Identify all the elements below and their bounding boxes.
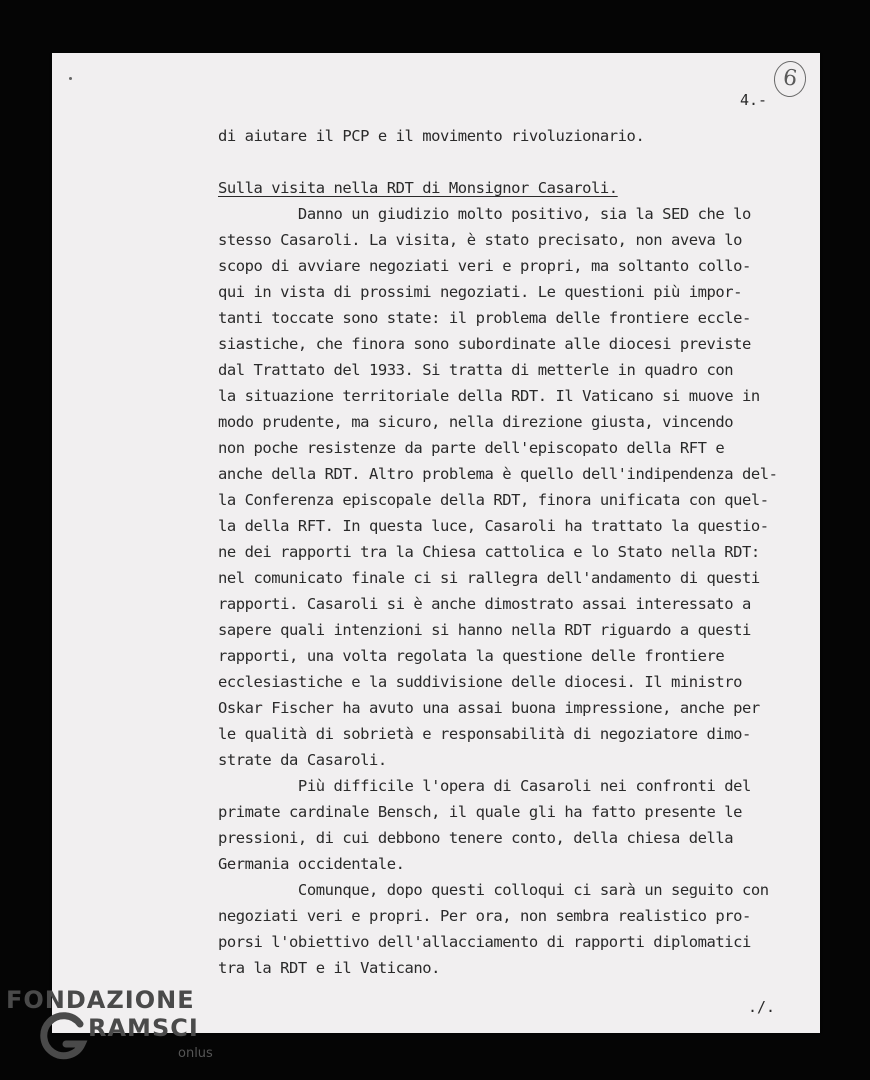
text-line: tanti toccate sono state: il problema delle frontiere eccle-: [218, 309, 751, 327]
text-line: la Conferenza episcopale della RDT, finora unificata con quel-: [218, 491, 769, 509]
page-number: 4.-: [740, 91, 768, 109]
text-line: [218, 981, 808, 1007]
watermark-line-3: onlus: [178, 1046, 213, 1061]
gramsci-g-icon: [36, 1010, 92, 1066]
text-line: pressioni, di cui debbono tenere conto, della chiesa della: [218, 829, 734, 847]
typed-text-body: [218, 123, 808, 1007]
text-line: dal Trattato del 1933. Si tratta di metterle in quadro con: [218, 361, 734, 379]
paper-speck: [69, 77, 72, 80]
text-line: nel comunicato finale ci si rallegra dell'andamento di questi: [218, 569, 760, 587]
text-line: Germania occidentale.: [218, 855, 405, 873]
section-heading: Sulla visita nella RDT di Monsignor Casaroli.: [218, 179, 618, 197]
text-line: sapere quali intenzioni si hanno nella RDT riguardo a questi: [218, 621, 751, 639]
document-page: [52, 53, 820, 1033]
text-line: stesso Casaroli. La visita, è stato precisato, non aveva lo: [218, 231, 743, 249]
text-line: siastiche, che finora sono subordinate alle diocesi previste: [218, 335, 751, 353]
text-line: rapporti. Casaroli si è anche dimostrato assai interessato a: [218, 595, 751, 613]
text-line: qui in vista di prossimi negoziati. Le questioni più impor-: [218, 283, 743, 301]
text-line: primate cardinale Bensch, il quale gli ha fatto presente le: [218, 803, 743, 821]
watermark-line-2: RAMSCI: [88, 1014, 199, 1042]
text-line: le qualità di sobrietà e responsabilità di negoziatore dimo-: [218, 725, 751, 743]
text-line: modo prudente, ma sicuro, nella direzione giusta, vincendo: [218, 413, 734, 431]
watermark-line-1: FONDAZIONE: [6, 986, 195, 1014]
text-line: anche della RDT. Altro problema è quello dell'indipendenza del-: [218, 465, 778, 483]
text-line: ecclesiastiche e la suddivisione delle diocesi. Il ministro: [218, 673, 743, 691]
text-line: la situazione territoriale della RDT. Il Vaticano si muove in: [218, 387, 760, 405]
text-line: tra la RDT e il Vaticano.: [218, 959, 441, 977]
text-line: ne dei rapporti tra la Chiesa cattolica e lo Stato nella RDT:: [218, 543, 760, 561]
text-line: negoziati veri e propri. Per ora, non sembra realistico pro-: [218, 907, 751, 925]
text-line: scopo di avviare negoziati veri e propri, ma soltanto collo-: [218, 257, 751, 275]
text-line: di aiutare il PCP e il movimento rivoluzionario.: [218, 127, 645, 145]
text-line: Oskar Fischer ha avuto una assai buona impressione, anche per: [218, 699, 760, 717]
text-line: strate da Casaroli.: [218, 751, 387, 769]
text-line: rapporti, una volta regolata la questione delle frontiere: [218, 647, 725, 665]
text-line: Comunque, dopo questi colloqui ci sarà un seguito con: [218, 881, 769, 899]
text-line: la della RFT. In questa luce, Casaroli ha trattato la questio-: [218, 517, 769, 535]
text-line: porsi l'obiettivo dell'allacciamento di rapporti diplomatici: [218, 933, 751, 951]
blank-line: [218, 149, 808, 175]
text-line: Danno un giudizio molto positivo, sia la SED che lo: [218, 205, 751, 223]
continuation-mark: ./.: [748, 998, 776, 1016]
text-line: Più difficile l'opera di Casaroli nei confronti del: [218, 777, 751, 795]
archive-page-mark: 6: [772, 59, 809, 99]
text-line: non poche resistenze da parte dell'episcopato della RFT e: [218, 439, 725, 457]
fondazione-gramsci-watermark: [6, 986, 216, 1076]
